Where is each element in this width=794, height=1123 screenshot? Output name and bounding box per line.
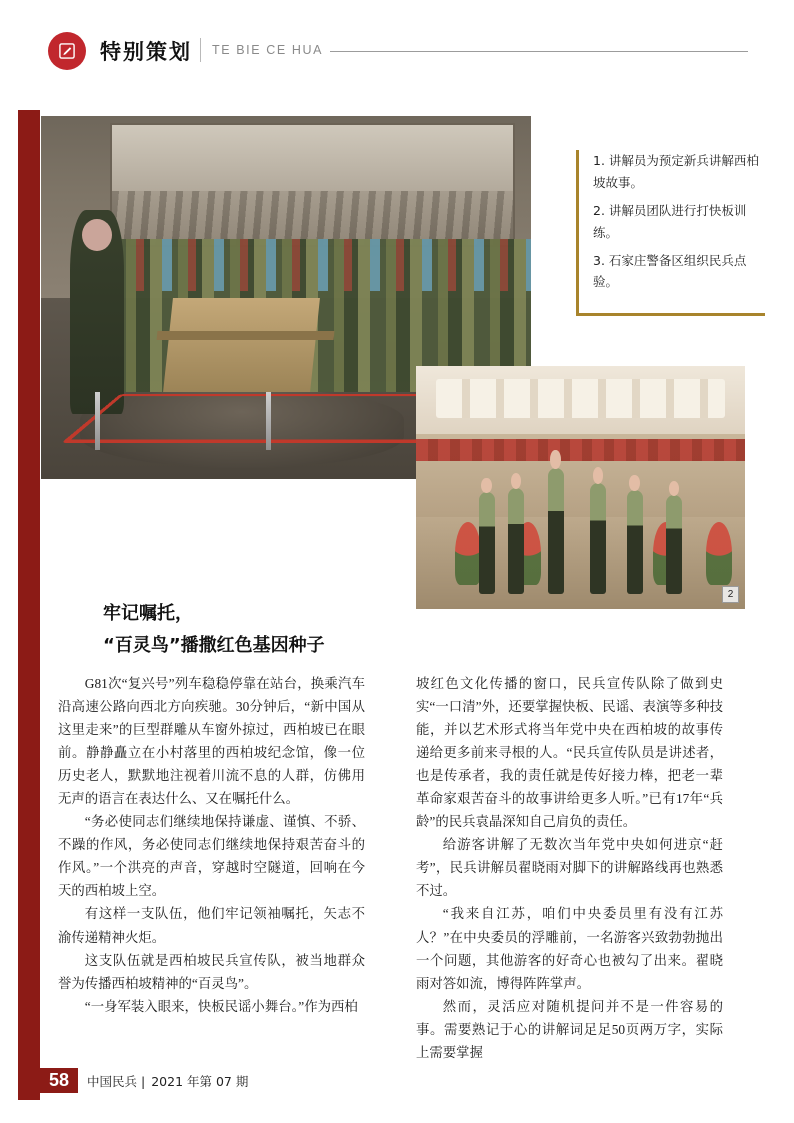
paragraph: 给游客讲解了无数次当年党中央如何进京“赶考”，民兵讲解员翟晓雨对脚下的讲解路线再也熟悉不过。 <box>416 837 723 899</box>
caption-line-2: 2. 讲解员团队进行打快板训练。 <box>593 202 747 240</box>
photo2-red-backdrop <box>416 439 745 461</box>
caption-line-3: 3. 石家庄警备区组织民兵点验。 <box>593 252 747 290</box>
paragraph: “一身军装入眼来，快板民谣小舞台。”作为西柏 <box>84 998 358 1014</box>
photo1-mural <box>110 123 516 247</box>
article-title <box>103 598 463 661</box>
photo2-performer <box>479 492 495 594</box>
photo2-performer <box>666 495 682 595</box>
caption-line-1: 1. 讲解员为预定新兵讲解西柏坡故事。 <box>593 153 759 190</box>
photo2-flower-stand <box>706 522 732 585</box>
page-header <box>48 30 748 80</box>
page-footer <box>40 1068 248 1093</box>
page-spine-bar <box>18 110 40 1100</box>
paragraph: 坡红色文化传播的窗口，民兵宣传队除了做到史实“一口清”外，还要掌握快板、民谣、表演等多种技能，并以艺术形式将当年党中央在西柏坡的故事传递给更多前来寻根的人。“民兵宣传队员是讲述者，也是传承者，我的责任就是传好接力棒，把老一辈革命家艰苦奋斗的故事讲给更多人听。”已有17年“兵龄”的民兵袁晶深知自己肩负的责任。 <box>416 676 723 830</box>
publication-name: 中国民兵 | <box>87 1073 146 1089</box>
body-column-left <box>58 672 365 1018</box>
photo1-stanchion <box>95 392 100 450</box>
header-divider <box>200 38 201 62</box>
issue-label: 2021 年第 07 期 <box>151 1073 249 1089</box>
photo-caption-box <box>576 150 765 316</box>
page-number: 58 <box>40 1068 78 1093</box>
photo1-stanchion <box>266 392 271 450</box>
body-column-right <box>416 672 723 1064</box>
photo-index-badge: 2 <box>722 586 739 603</box>
photo2-performer <box>548 468 564 594</box>
paragraph: “务必使同志们继续地保持谦虚、谨慎、不骄、不躁的作风，务必使同志们继续地保持艰苦奋斗的作风。”一个洪亮的声音，穿越时空隧道，回响在今天的西柏坡上空。 <box>58 814 365 899</box>
article-title-line-2: “百灵鸟”播撒红色基因种子 <box>103 634 325 656</box>
pen-square-icon <box>48 32 86 70</box>
article-title-line-1: 牢记嘱托， <box>103 603 193 624</box>
header-rule <box>330 51 748 52</box>
paragraph: 这支队伍就是西柏坡民兵宣传队，被当地群众誉为传播西柏坡精神的“百灵鸟”。 <box>58 952 365 991</box>
photo1-guide <box>70 210 124 413</box>
paragraph: G81次“复兴号”列车稳稳停靠在站台，换乘汽车沿高速公路向西北方向疾驰。30分钟后，“新中国从这里走来”的巨型群雕从车窗外掠过，西柏坡已在眼前。静静矗立在小村落里的西柏坡纪念馆，像一位历史老人，默默地注视着川流不息的人群，仿佛用无声的语言在表达什么、又在嘱托什么。 <box>58 676 365 807</box>
photo-performance <box>416 366 745 609</box>
section-subtitle-pinyin: TE BIE CE HUA <box>212 43 324 57</box>
section-title: 特别策划 <box>100 40 192 64</box>
photo2-performer <box>508 488 524 595</box>
photo1-exhibit-cart <box>163 298 320 392</box>
photo2-ceiling <box>416 366 745 439</box>
paragraph: 有这样一支队伍，他们牢记领袖嘱托，矢志不渝传递精神火炬。 <box>58 906 365 945</box>
paragraph: 然而，灵活应对随机提问并不是一件容易的事。需要熟记于心的讲解词足足50页两万字，实际上需要掌握 <box>416 998 723 1060</box>
paragraph: “我来自江苏，咱们中央委员里有没有江苏人？”在中央委员的浮雕前，一名游客兴致勃勃抛出一个问题，其他游客的好奇心也被勾了出来。翟晓雨对答如流，博得阵阵掌声。 <box>416 906 723 991</box>
photo2-performer <box>590 483 606 595</box>
photo2-performer <box>627 490 643 594</box>
